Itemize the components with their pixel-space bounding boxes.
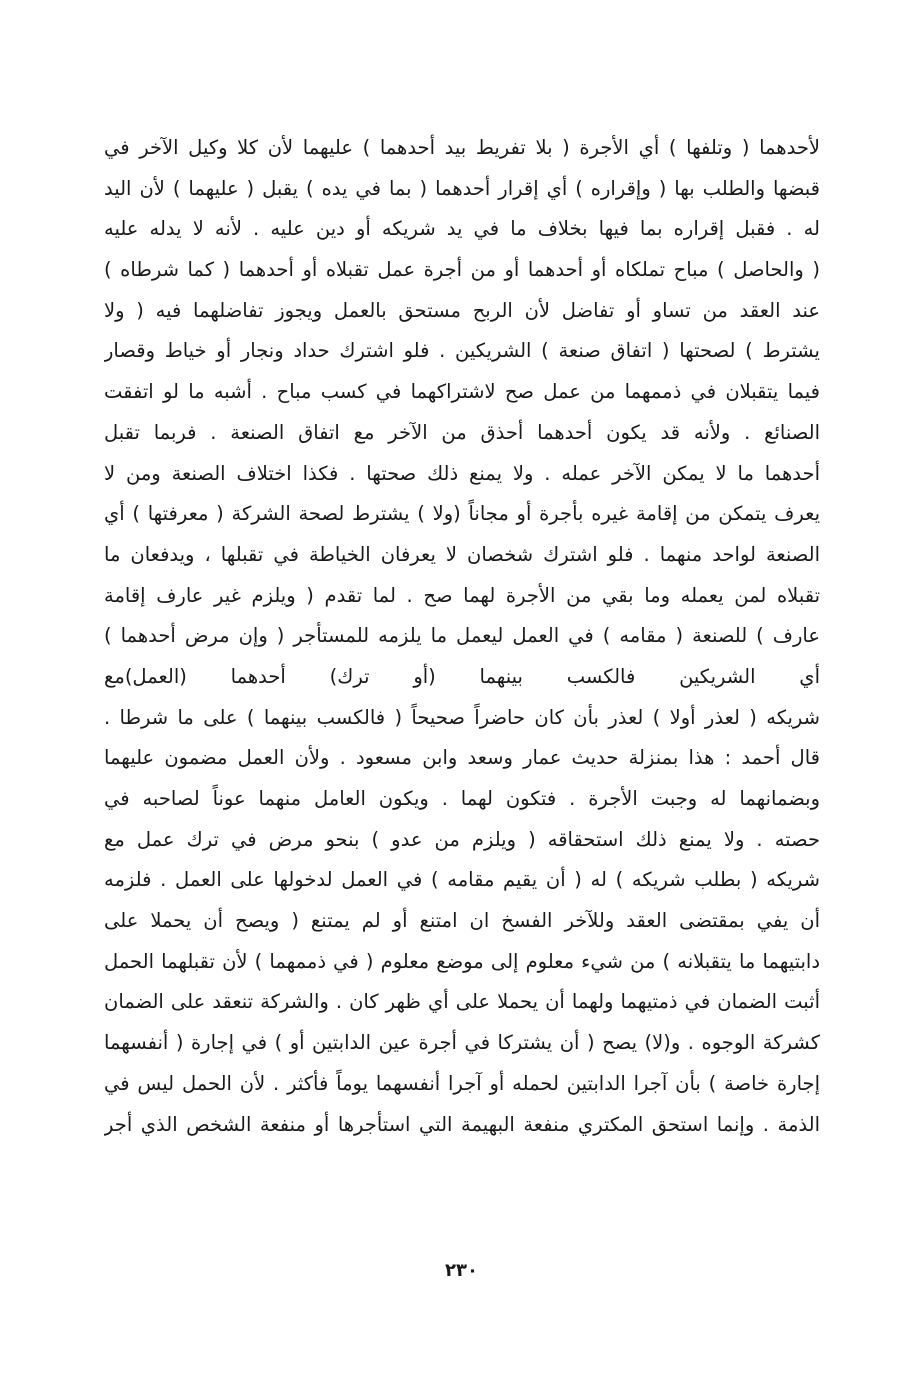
text-line: عارف ) للصنعة ( مقامه ) في العمل ليعمل ما يلزمه للمستأجر ( وإن مرض أحدهما ) [104, 624, 820, 648]
text-line: عند العقد من تساو أو تفاضل لأن الربح مستحق بالعمل ويجوز تفاضلهما فيه ( ولا [104, 298, 820, 322]
text-line: يعرف يتمكن من إقامة غيره بأجرة أو مجاناً (ولا ) يشترط لصحة الشركة ( معرفتها ) أي [104, 502, 820, 526]
text-line: ( والحاصل ) مباح تملكاه أو أحدهما أو من أجرة عمل تقبلاه أو أحدهما ( كما شرطاه ) [104, 258, 820, 282]
text-line: شريكه ( لعذر أولا ) لعذر بأن كان حاضراً صحيحاً ( فالكسب بينهما ) على ما شرطا . [104, 705, 820, 729]
text-line: قبضها والطلب بها ( وإقراره ) أي إقرار أحدهما ( بما في يده ) يقبل ( عليهما ) لأن اليد [104, 176, 820, 200]
text-line: تقبلاه لمن يعمله وما بقي من الأجرة لهما صح . لما تقدم ( ويلزم غير عارف إقامة [104, 583, 820, 607]
text-line: له . فقبل إقراره بما فيها بخلاف ما في يد شريكه أو دين عليه . لأنه لا يدله عليه [104, 217, 820, 241]
text-line: الذمة . وإنما استحق المكتري منفعة البهيمة التي استأجرها أو منفعة الشخص الذي أجر [104, 1112, 820, 1136]
text-line: أن يفي بمقتضى العقد وللآخر الفسخ ان امتنع أو لم يمتنع ( ويصح أن يحملا على [104, 909, 820, 933]
text-line: لأحدهما ( وتلفها ) أي الأجرة ( بلا تفريط بيد أحدهما ) عليهما لأن كلا وكيل الآخر في [104, 136, 820, 159]
text-line: دابتيهما ما يتقبلانه ) من شيء معلوم إلى موضع معلوم ( في ذممهما ) لأن تقبلهما الحمل [104, 949, 820, 973]
text-line: أحدهما ما لا يمكن الآخر عمله . ولا يمنع ذلك صحتها . فكذا اختلاف الصنعة ومن لا [104, 461, 820, 485]
text-line: شريكه ( بطلب شريكه ) له ( أن يقيم مقامه ) في العمل لدخولها على العمل . فلزمه [104, 868, 820, 892]
text-line: الصنعة لواحد منهما . فلو اشترك شخصان لا يعرفان الخياطة في تقبلها ، ويدفعان ما [104, 542, 820, 566]
text-line: الصنائع . ولأنه قد يكون أحدهما أحذق من الآخر مع اتفاق الصنعة . فربما تقبل [104, 420, 820, 444]
text-line: إجارة خاصة ) بأن آجرا الدابتين لحمله أو آجرا أنفسهما يوماً فأكثر . لأن الحمل ليس في [104, 1071, 820, 1095]
text-line: فيما يتقبلان في ذممهما من عمل صح لاشتراكهما في كسب مباح . أشبه ما لو اتفقت [104, 380, 820, 404]
text-line: أي الشريكين فالكسب بينهما (أو ترك) أحدهما (العمل)مع [104, 664, 820, 688]
text-line: قال أحمد : هذا بمنزلة حديث عمار وسعد وابن مسعود . ولأن العمل مضمون عليهما [104, 746, 820, 770]
text-line: يشترط ) لصحتها ( اتفاق صنعة ) الشريكين . فلو اشترك حداد ونجار أو خياط وقصار [104, 339, 820, 363]
text-line: وبضمانهما له وجبت الأجرة . فتكون لهما . ويكون العامل منهما عوناً لصاحبه في [104, 787, 820, 810]
text-line: حصته . ولا يمنع ذلك استحقاقه ( ويلزم من عدو ) بنحو مرض في ترك عمل مع [104, 827, 820, 851]
text-line: كشركة الوجوه . و(لا) يصح ( أن يشتركا في أجرة عين الدابتين أو ) في إجارة ( أنفسهما [104, 1031, 820, 1055]
page-number: ٢٣٠ [445, 1260, 478, 1281]
text-line: أثبت الضمان في ذمتيهما ولهما أن يحملا على أي ظهر كان . والشركة تنعقد على الضمان [104, 990, 820, 1014]
body-text [104, 128, 820, 1145]
